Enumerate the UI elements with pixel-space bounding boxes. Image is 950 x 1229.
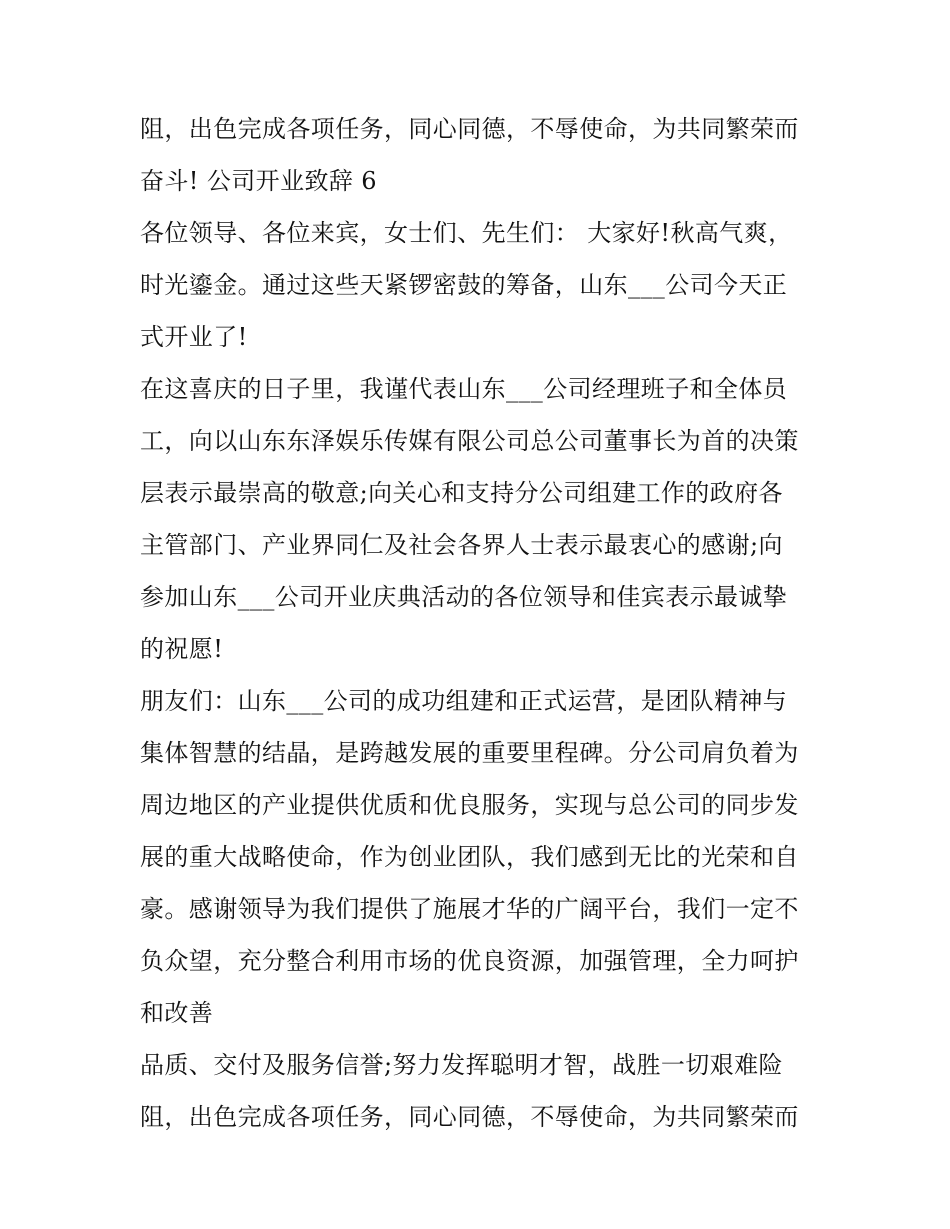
text-line: 的祝愿! (140, 635, 224, 663)
document-body (140, 103, 820, 1143)
text-line: 豪。感谢领导为我们提供了施展才华的广阔平台，我们一定不 (140, 895, 799, 923)
text-line: 负众望，充分整合利用市场的优良资源，加强管理，全力呵护 (140, 947, 799, 975)
text-line: 在这喜庆的日子里，我谨代表山东___公司经理班子和全体员 (140, 375, 788, 403)
text-line: 层表示最崇高的敬意;向关心和支持分公司组建工作的政府各 (140, 479, 783, 507)
text-line: 展的重大战略使命，作为创业团队，我们感到无比的光荣和自 (140, 843, 799, 871)
text-line: 阻，出色完成各项任务，同心同德，不辱使命，为共同繁荣而 (140, 1103, 799, 1131)
text-line: 朋友们：山东___公司的成功组建和正式运营，是团队精神与 (140, 687, 788, 715)
text-line: 参加山东___公司开业庆典活动的各位领导和佳宾表示最诚挚 (140, 583, 788, 611)
text-line: 主管部门、产业界同仁及社会各界人士表示最衷心的感谢;向 (140, 531, 783, 559)
text-line: 周边地区的产业提供优质和优良服务，实现与总公司的同步发 (140, 791, 799, 819)
text-line: 集体智慧的结晶，是跨越发展的重要里程碑。分公司肩负着为 (140, 739, 799, 767)
text-line: 时光鎏金。通过这些天紧锣密鼓的筹备，山东___公司今天正 (140, 271, 788, 299)
text-line: 奋斗! 公司开业致辞 6 (140, 167, 377, 195)
text-line: 和改善 (140, 999, 214, 1027)
text-line: 工，向以山东东泽娱乐传媒有限公司总公司董事长为首的决策 (140, 427, 799, 455)
text-line: 式开业了! (140, 323, 248, 351)
text-line: 阻，出色完成各项任务，同心同德，不辱使命，为共同繁荣而 (140, 115, 799, 143)
text-line: 品质、交付及服务信誉;努力发挥聪明才智，战胜一切艰难险 (140, 1051, 783, 1079)
text-line: 各位领导、各位来宾，女士们、先生们： 大家好!秋高气爽， (140, 219, 793, 247)
